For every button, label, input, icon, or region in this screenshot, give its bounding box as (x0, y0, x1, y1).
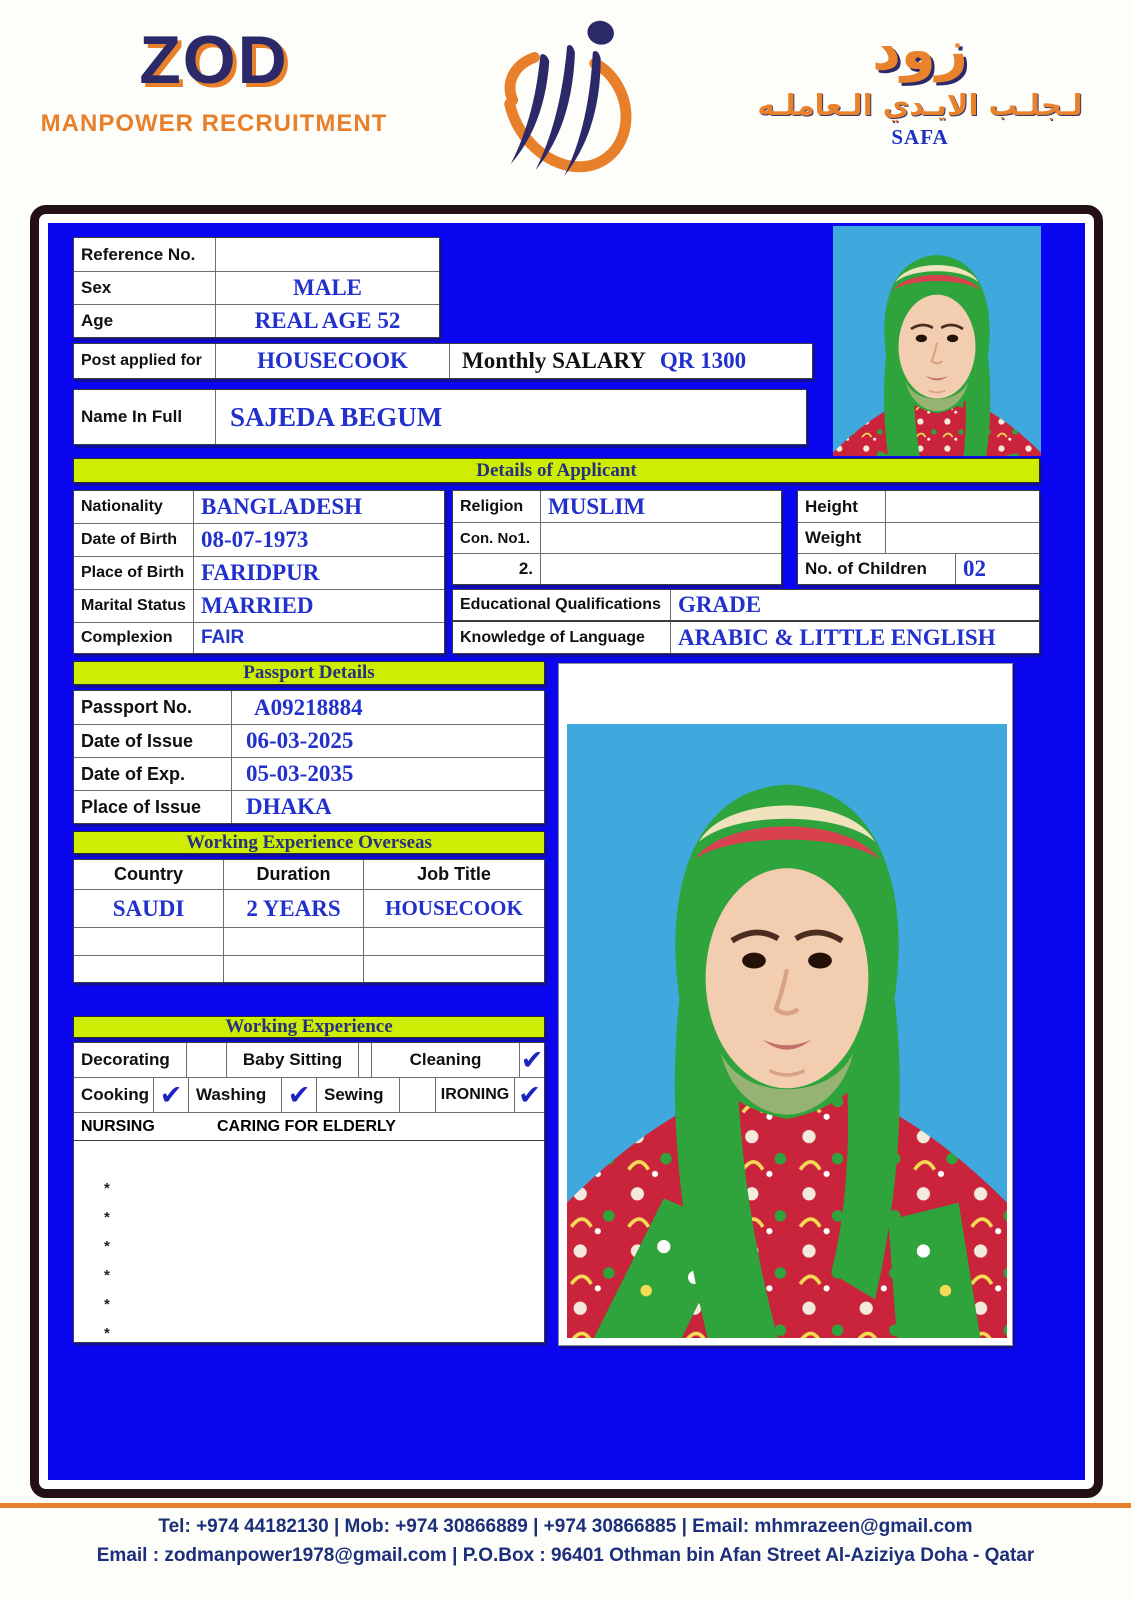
brand-subtitle: MANPOWER RECRUITMENT (40, 110, 388, 137)
passport-table (73, 690, 545, 824)
skill-ironing-checkbox: ✔ (518, 1079, 541, 1111)
skill-babysitting-label: Baby Sitting (242, 1050, 343, 1069)
physical-table (797, 490, 1040, 585)
table-row (798, 523, 1039, 554)
religion-value: MUSLIM (548, 493, 646, 519)
skill-washing-label: Washing (196, 1085, 267, 1104)
skills-table (73, 1042, 545, 1142)
name-value: SAJEDA BEGUM (230, 401, 443, 432)
skill-cleaning-label: Cleaning (409, 1050, 482, 1069)
skill-elderly-label: CARING FOR ELDERLY (217, 1118, 396, 1135)
note-bullet: * (104, 1238, 110, 1255)
age-label: Age (81, 311, 114, 330)
footer-divider (0, 1503, 1131, 1508)
skill-sewing-label: Sewing (324, 1085, 384, 1104)
name-row (73, 389, 807, 445)
skill-cleaning-checkbox: ✔ (520, 1044, 544, 1076)
table-row (453, 554, 781, 584)
jobtitle-value: HOUSECOOK (385, 896, 523, 920)
jobtitle-column-header: Job Title (417, 864, 491, 884)
skills-row-3 (74, 1113, 544, 1141)
section-title: Working Experience (225, 1016, 393, 1037)
applicant-photo-large (567, 724, 1007, 1338)
skills-row-2 (74, 1078, 544, 1113)
details-middle-table (452, 490, 782, 585)
country-column-header: Country (114, 864, 183, 884)
section-title: Working Experience Overseas (186, 831, 432, 853)
issue-place-value: DHAKA (246, 794, 332, 819)
nationality-value: BANGLADESH (201, 494, 363, 519)
table-row (74, 928, 544, 956)
education-label: Educational Qualifications (460, 596, 661, 613)
pob-label: Place of Birth (81, 564, 185, 581)
skill-washing-checkbox: ✔ (287, 1079, 311, 1111)
note-bullet: * (104, 1296, 110, 1313)
salary-value: QR 1300 (659, 348, 747, 373)
table-row (74, 491, 444, 524)
note-bullet: * (104, 1267, 110, 1284)
overseas-table (73, 859, 545, 983)
section-passport-header (73, 661, 545, 685)
complexion-value: FAIR (201, 627, 245, 648)
skills-row-1 (74, 1043, 544, 1078)
form-panel (30, 205, 1103, 1498)
table-row (74, 623, 444, 653)
marital-label: Marital Status (81, 597, 186, 614)
skill-decorating-label: Decorating (81, 1050, 170, 1069)
reference-label: Reference No. (81, 244, 196, 264)
passport-no-value: A09218884 (254, 694, 363, 720)
table-row (74, 791, 544, 823)
contact1-label: Con. No1. (460, 529, 530, 547)
notes-box (73, 1140, 545, 1343)
salary-label: Monthly SALARY (462, 348, 646, 373)
table-row (74, 725, 544, 758)
weight-label: Weight (805, 528, 862, 547)
children-value: 02 (963, 556, 986, 581)
arabic-tagline: لـجلـب الايـدي الـعاملـه (757, 87, 1083, 122)
skill-cooking-checkbox: ✔ (159, 1079, 183, 1111)
education-row (452, 589, 1040, 621)
section-overseas-header (73, 831, 545, 854)
language-label: Knowledge of Language (460, 628, 645, 646)
post-salary-row (73, 343, 813, 379)
post-label: Post applied for (81, 352, 202, 369)
language-value: ARABIC & LITTLE ENGLISH (678, 624, 996, 650)
issue-place-label: Place of Issue (81, 796, 202, 817)
issue-date-value: 06-03-2025 (246, 728, 354, 753)
applicant-photo-small (833, 226, 1041, 456)
sex-value: MALE (293, 275, 362, 300)
table-row (453, 491, 781, 523)
post-value: HOUSECOOK (257, 348, 408, 373)
table-row (74, 305, 439, 337)
table-row (74, 758, 544, 791)
table-row (74, 272, 439, 305)
skill-nursing-label: NURSING (81, 1118, 155, 1135)
note-bullet: * (104, 1325, 110, 1342)
brand-logo-text: ZOD (139, 22, 289, 98)
table-row (798, 554, 1039, 584)
children-label: No. of Children (805, 559, 927, 578)
table-row (453, 523, 781, 554)
table-row (74, 890, 544, 928)
table-row (798, 491, 1039, 523)
footer-contact-line2: Email : zodmanpower1978@gmail.com | P.O.Box : 96401 Othman bin Afan Street Al-Aziziya Doha - Qatar (96, 1545, 1035, 1566)
sex-label: Sex (81, 278, 112, 297)
complexion-label: Complexion (81, 629, 173, 646)
pob-value: FARIDPUR (201, 560, 320, 585)
section-details-header (73, 458, 1040, 483)
table-header-row (74, 860, 544, 890)
issue-date-label: Date of Issue (81, 730, 194, 751)
height-label: Height (805, 496, 858, 516)
form-panel-background (48, 223, 1085, 1480)
duration-value: 2 YEARS (246, 895, 341, 921)
dob-label: Date of Birth (81, 531, 177, 548)
brand-block (28, 22, 400, 138)
age-value: REAL AGE 52 (254, 308, 401, 333)
company-logo-icon (483, 6, 661, 188)
language-row (452, 621, 1040, 654)
arabic-brand-name: زود (872, 18, 968, 83)
expiry-date-label: Date of Exp. (81, 763, 186, 784)
duration-column-header: Duration (256, 864, 331, 884)
section-title: Passport Details (243, 662, 375, 683)
nationality-label: Nationality (81, 498, 163, 515)
table-row (74, 691, 544, 725)
passport-no-label: Passport No. (81, 697, 193, 717)
table-row (74, 238, 439, 272)
section-title: Details of Applicant (476, 459, 637, 481)
expiry-date-value: 05-03-2035 (246, 761, 354, 786)
table-row (74, 524, 444, 557)
details-left-table (73, 490, 445, 654)
table-row (74, 590, 444, 623)
note-bullet: * (104, 1209, 110, 1226)
country-value: SAUDI (112, 895, 185, 921)
safa-label: SAFA (891, 124, 949, 149)
reference-table (73, 237, 440, 338)
education-value: GRADE (678, 592, 762, 617)
footer-contact-line1: Tel: +974 44182130 | Mob: +974 30866889 | +974 30866885 | Email: mhmrazeen@gmail.com (158, 1516, 973, 1537)
skill-cooking-label: Cooking (81, 1085, 149, 1104)
applicant-photo-frame (558, 663, 1013, 1346)
skill-ironing-label: IRONING (440, 1086, 510, 1103)
contact2-label: 2. (518, 559, 533, 578)
section-skills-header (73, 1016, 545, 1038)
dob-value: 08-07-1973 (201, 527, 309, 552)
table-row (74, 956, 544, 982)
table-row (74, 557, 444, 590)
note-bullet: * (104, 1180, 110, 1197)
arabic-brand-block (730, 20, 1110, 150)
marital-value: MARRIED (201, 593, 314, 618)
religion-label: Religion (460, 497, 524, 515)
name-label: Name In Full (81, 407, 183, 426)
